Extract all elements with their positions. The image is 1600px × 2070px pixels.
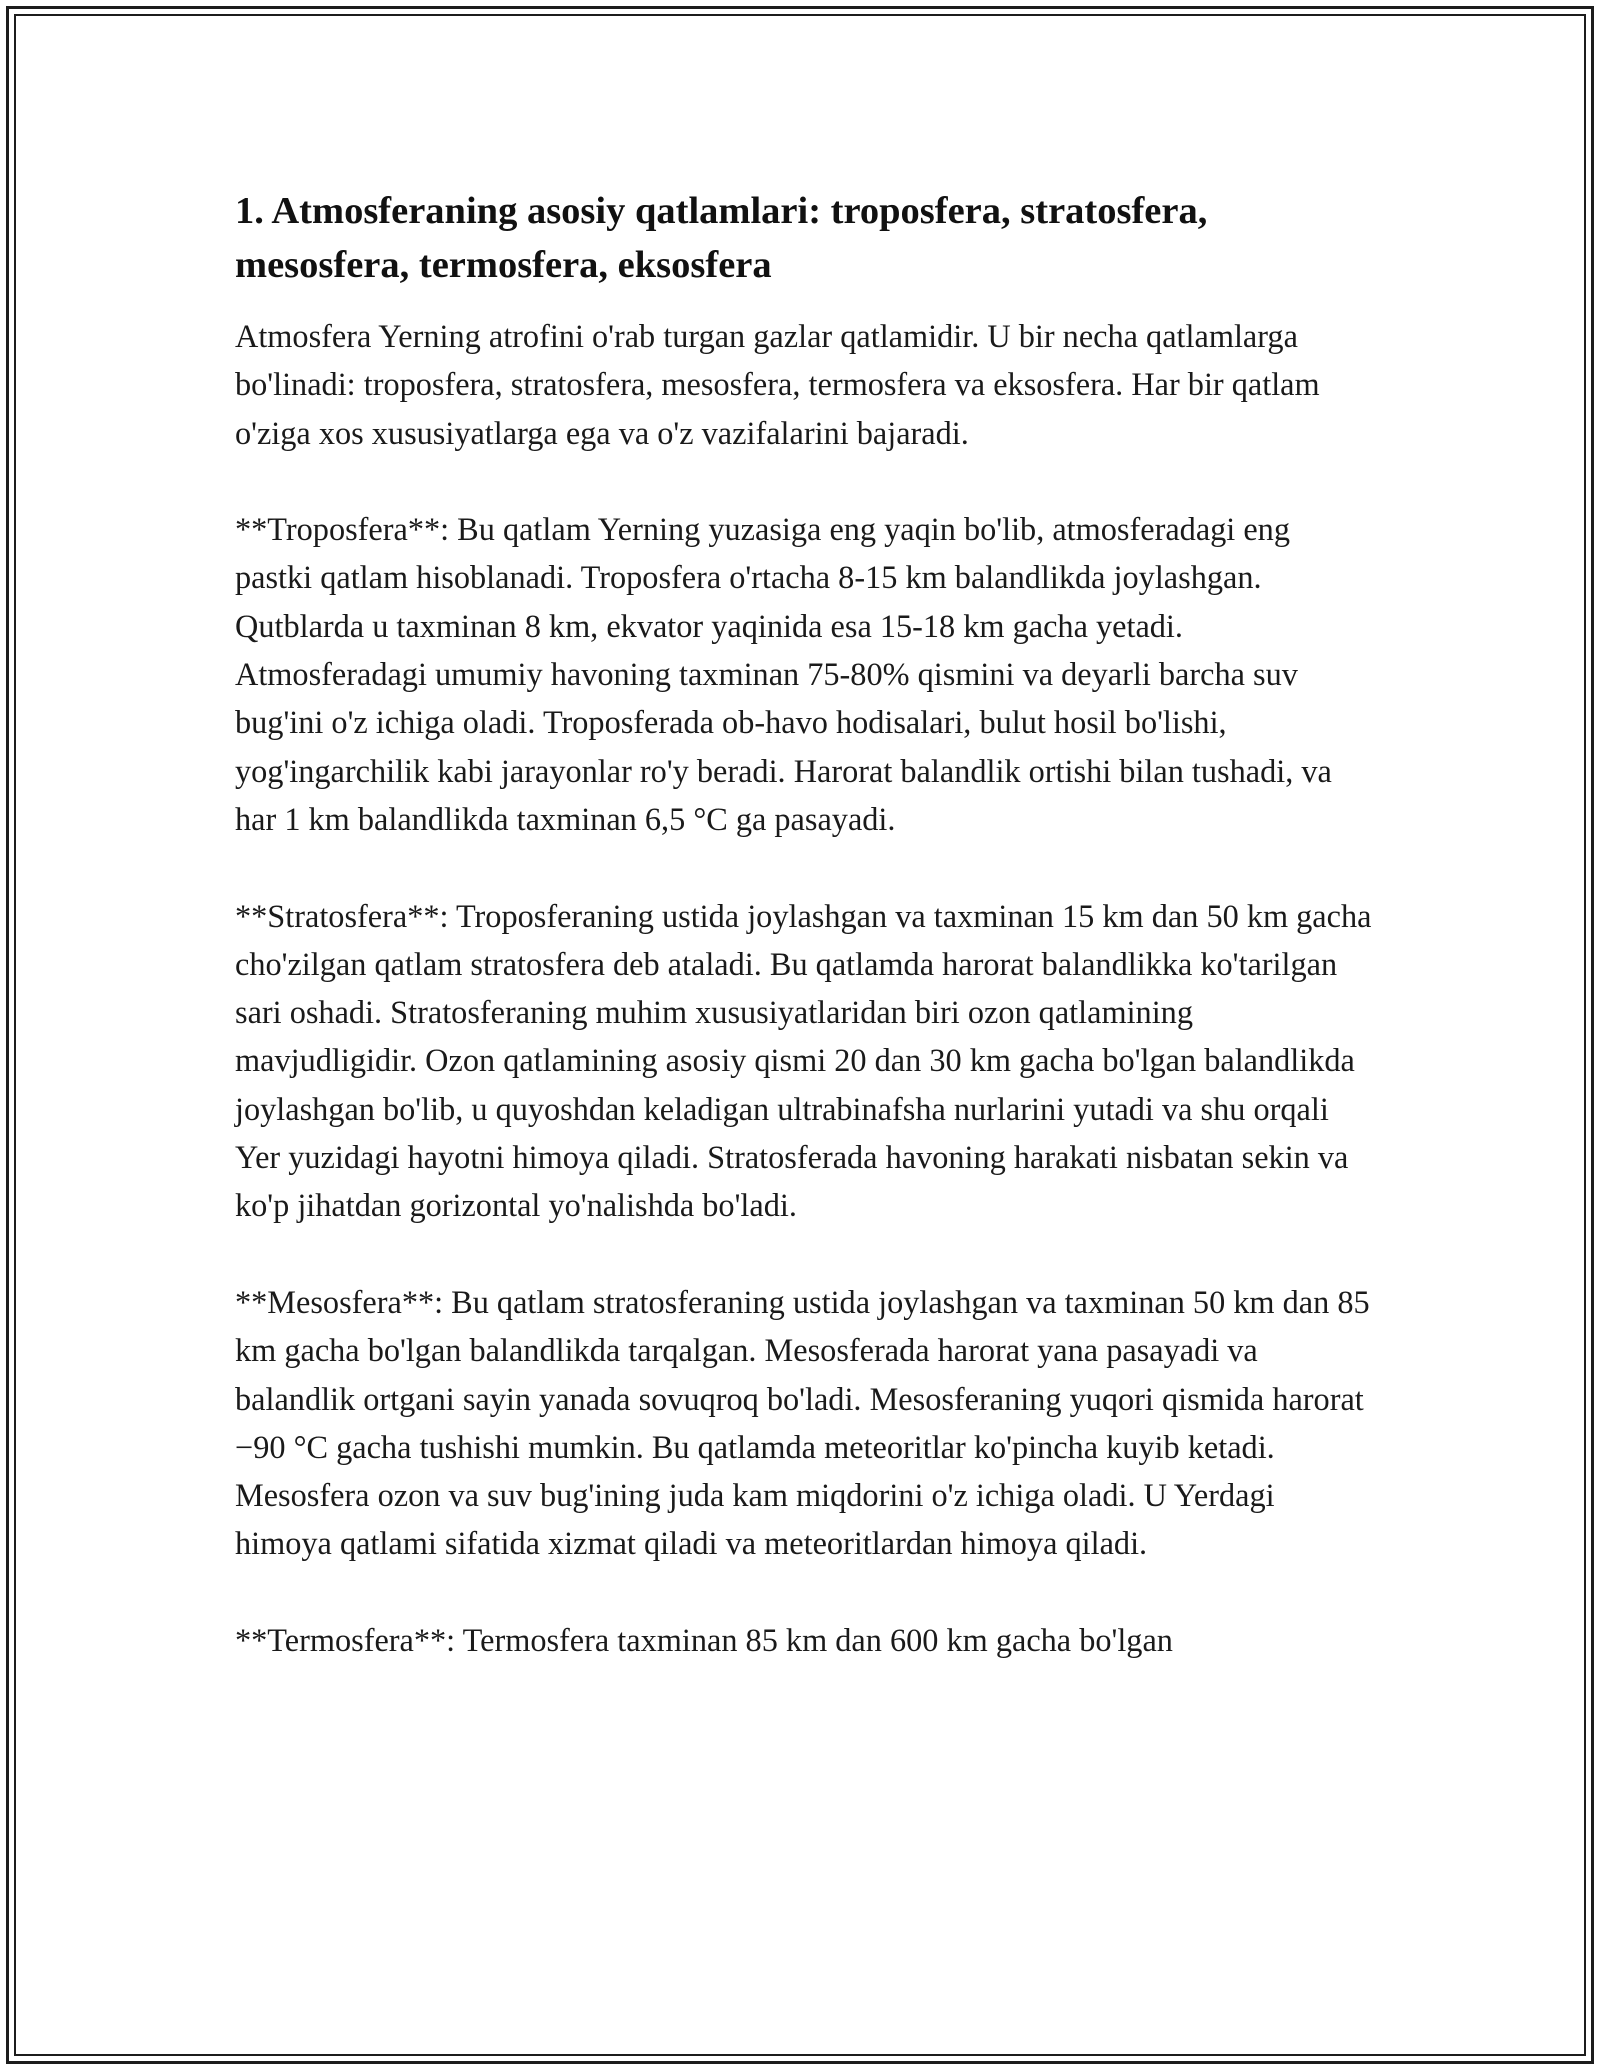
heading-line-2: mesosfera, termosfera, eksosfera	[235, 244, 772, 286]
termosfera-paragraph: **Termosfera**: Termosfera taxminan 85 km dan 600 km gacha bo'lgan	[235, 1622, 1173, 1659]
document-body	[235, 184, 1375, 1713]
intro-paragraph: Atmosfera Yerning atrofini o'rab turgan gazlar qatlamidir. U bir necha qatlamlarga bo'linadi: troposfera, stratosfera, mesosfera, termosfera va eksosfera. Har bir qatlam o'ziga xos xususiyatlarga ega va o'z vazifalarini bajaradi.	[235, 318, 1320, 451]
section-heading	[235, 184, 1375, 292]
mesosfera-paragraph: **Mesosfera**: Bu qatlam stratosferaning ustida joylashgan va taxminan 50 km dan 85 km gacha bo'lgan balandlikda tarqalgan. Mesosferada harorat yana pasayadi va balandlik ortgani sayin yanada sovuqroq bo'ladi. Mesosferaning yuqori qismida harorat −90 °C gacha tushishi mumkin. Bu qatlamda meteoritlar ko'pincha kuyib ketadi. Mesosfera ozon va suv bug'ining juda kam miqdorini o'z ichiga oladi. U Yerdagi himoya qatlami sifatida xizmat qiladi va meteoritlardan himoya qiladi.	[235, 1283, 1370, 1562]
stratosfera-paragraph: **Stratosfera**: Troposferaning ustida joylashgan va taxminan 15 km dan 50 km gacha cho'zilgan qatlam stratosfera deb ataladi. Bu qatlamda harorat balandlikka ko'tarilgan sari oshadi. Stratosferaning muhim xususiyatlaridan biri ozon qatlamining mavjudligidir. Ozon qatlamining asosiy qismi 20 dan 30 km gacha bo'lgan balandlikda joylashgan bo'lib, u quyoshdan keladigan ultrabinafsha nurlarini yutadi va shu orqali Yer yuzidagi hayotni himoya qiladi. Stratosferada havoning harakati nisbatan sekin va ko'p jihatdan gorizontal yo'nalishda bo'ladi.	[235, 897, 1372, 1224]
heading-line-1: 1. Atmosferaning asosiy qatlamlari: troposfera, stratosfera,	[235, 190, 1208, 232]
troposfera-paragraph: **Troposfera**: Bu qatlam Yerning yuzasiga eng yaqin bo'lib, atmosferadagi eng pastki qatlam hisoblanadi. Troposfera o'rtacha 8-15 km balandlikda joylashgan. Qutblarda u taxminan 8 km, ekvator yaqinida esa 15-18 km gacha yetadi. Atmosferadagi umumiy havoning taxminan 75-80% qismini va deyarli barcha suv bug'ini o'z ichiga oladi. Troposferada ob-havo hodisalari, bulut hosil bo'lishi, yog'ingarchilik kabi jarayonlar ro'y beradi. Harorat balandlik ortishi bilan tushadi, va har 1 km balandlikda taxminan 6,5 °C ga pasayadi.	[235, 511, 1332, 837]
